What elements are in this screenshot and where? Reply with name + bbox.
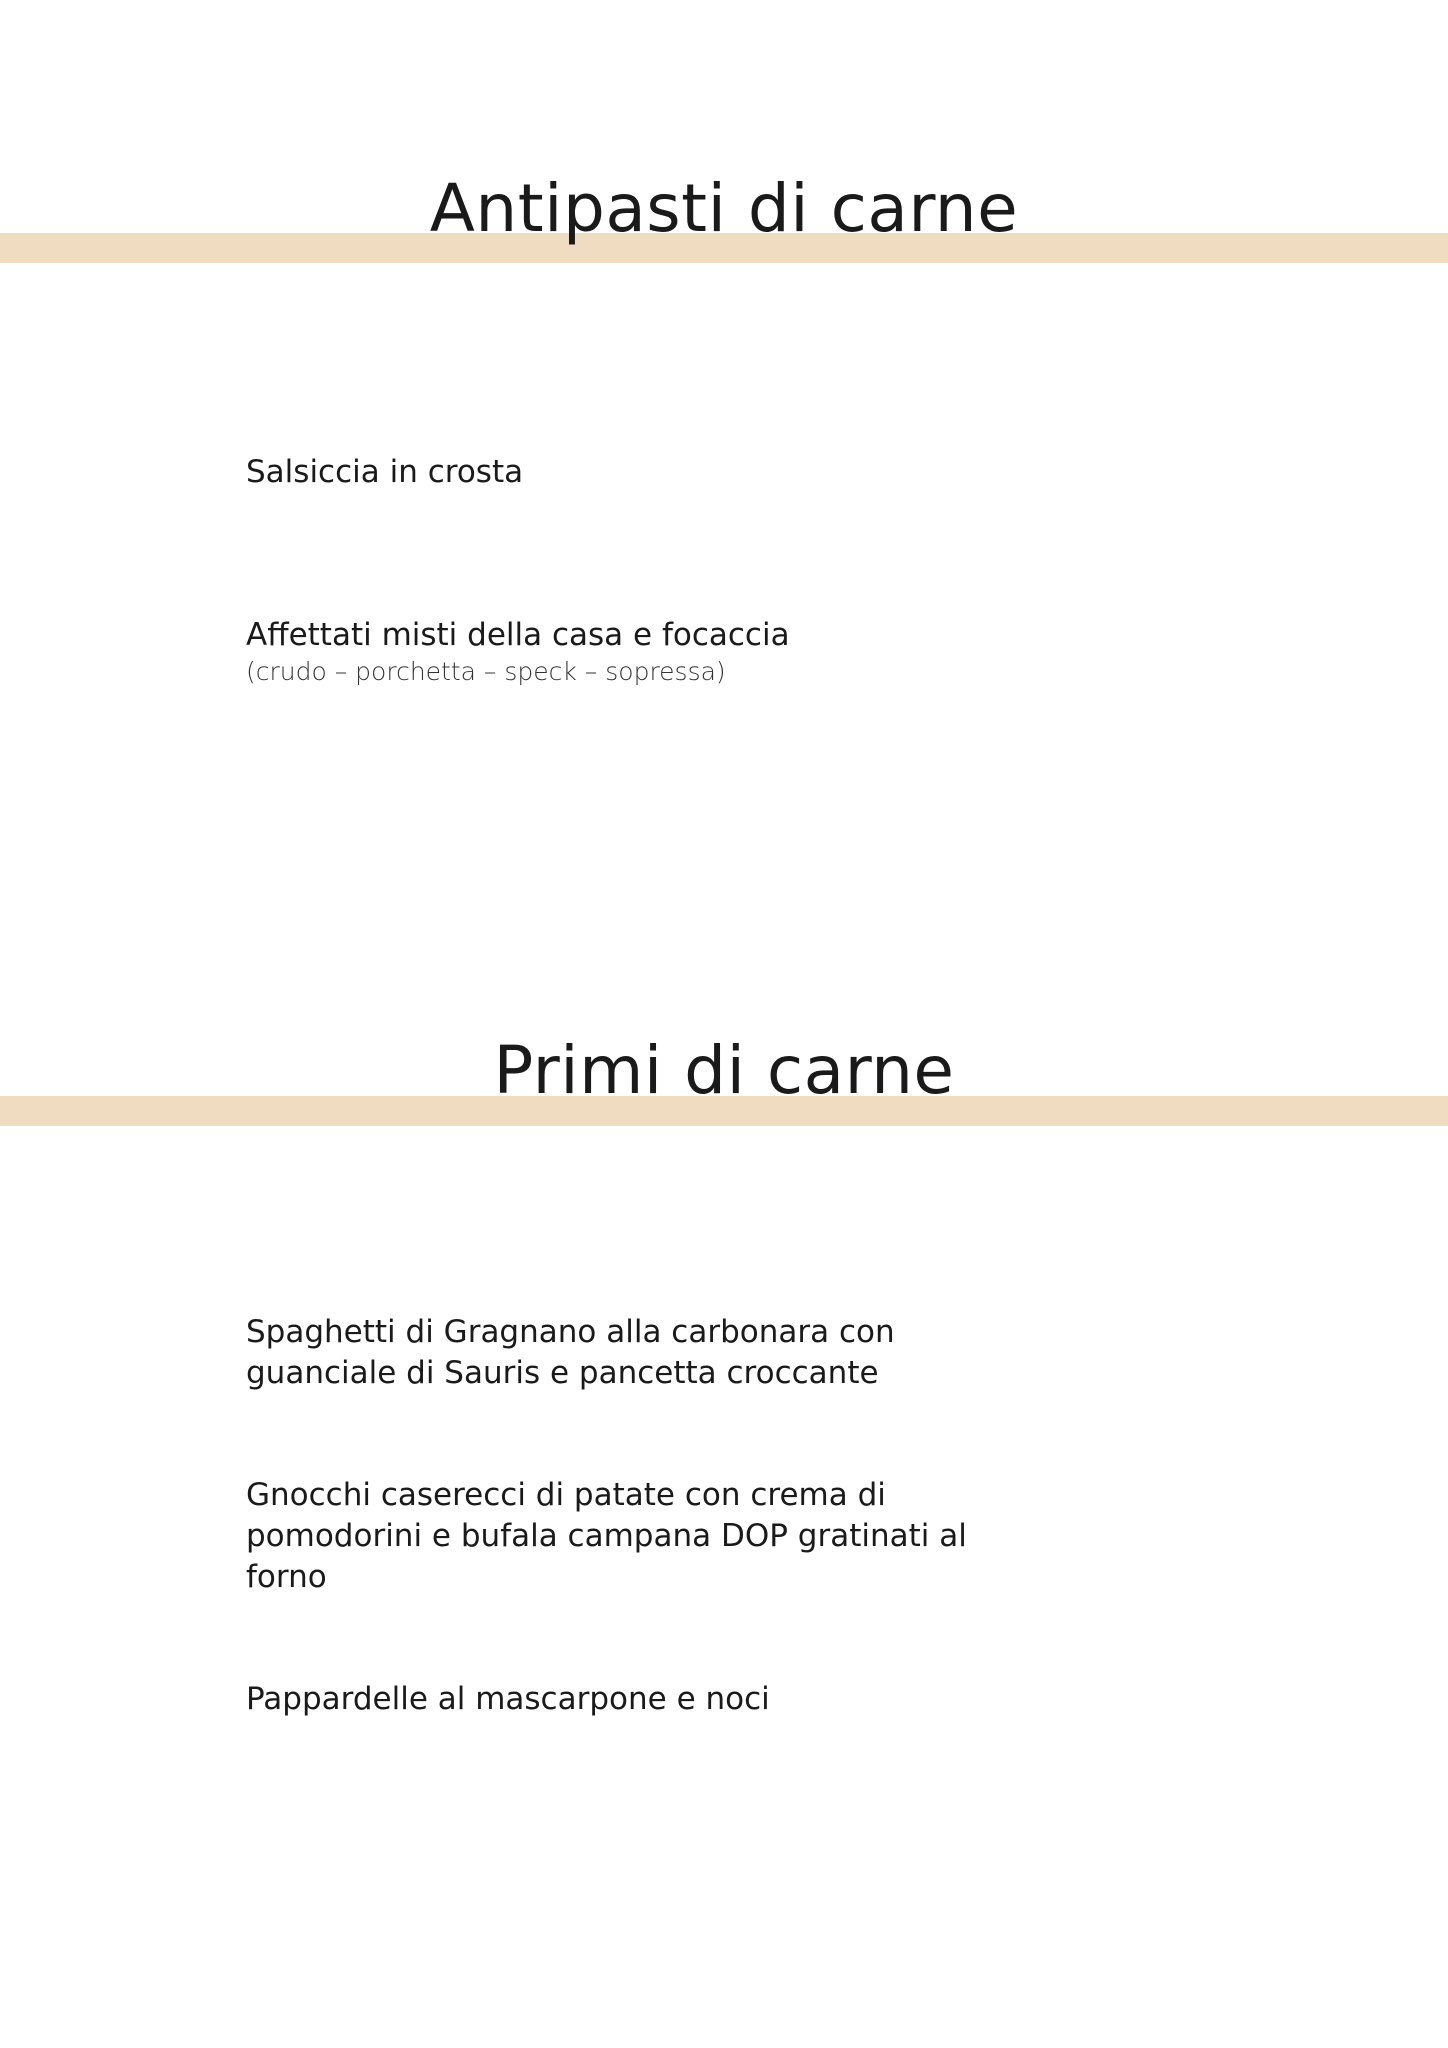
section-title: Primi di carne bbox=[493, 1032, 955, 1109]
menu-item bbox=[246, 1475, 986, 1598]
menu-item bbox=[246, 452, 986, 493]
menu-item bbox=[246, 615, 986, 688]
menu-item bbox=[246, 1312, 986, 1394]
menu-item bbox=[246, 1679, 986, 1720]
menu-item-name: Affettati misti della casa e focaccia bbox=[246, 617, 790, 653]
menu-item-name: Pappardelle al mascarpone e noci bbox=[246, 1681, 770, 1717]
menu-item-name: Spaghetti di Gragnano alla carbonara con guanciale di Sauris e pancetta croccante bbox=[246, 1314, 895, 1391]
menu-item-name: Gnocchi caserecci di patate con crema di pomodorini e bufala campana DOP gratinati al forno bbox=[246, 1477, 967, 1595]
menu-item-description: (crudo – porchetta – speck – sopressa) bbox=[246, 657, 726, 686]
section-title: Antipasti di carne bbox=[429, 170, 1019, 247]
menu-item-name: Salsiccia in crosta bbox=[246, 454, 524, 490]
